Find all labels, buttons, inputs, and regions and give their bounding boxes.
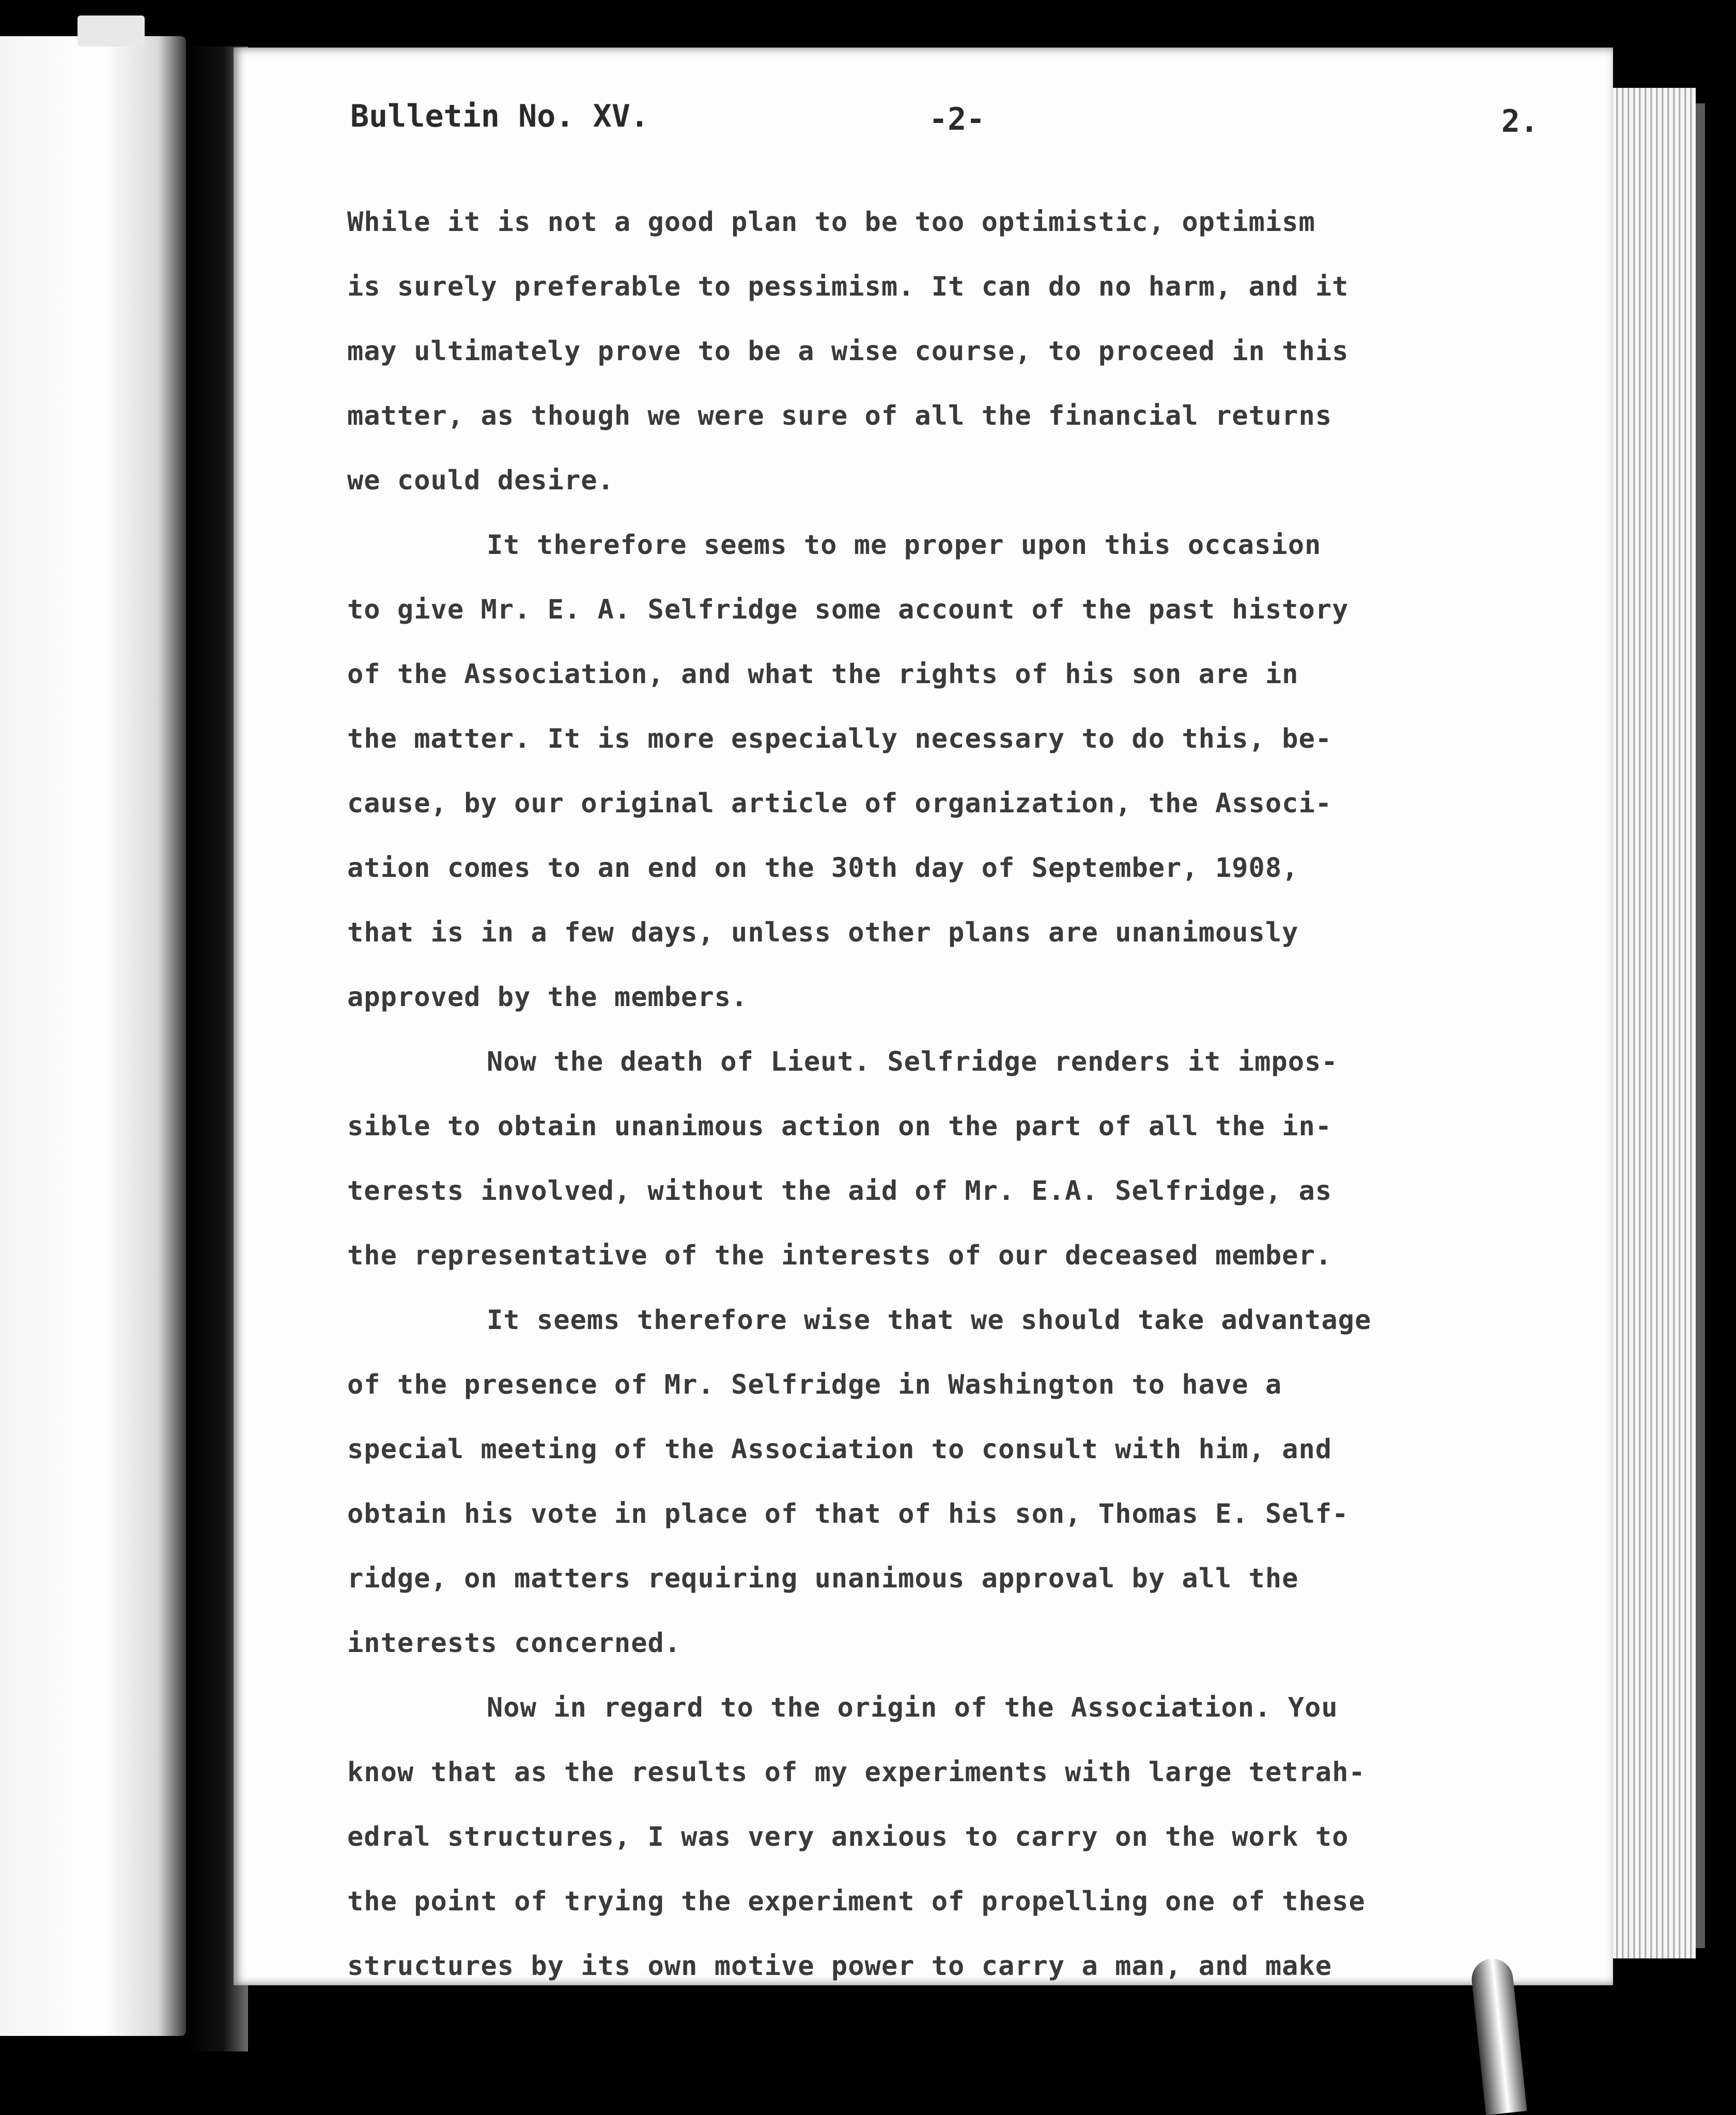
text-line: edral structures, I was very anxious to carry on the work to — [347, 1821, 1349, 1852]
text-line: ation comes to an end on the 30th day of September, 1908, — [347, 853, 1299, 884]
paragraph — [347, 1030, 1525, 1288]
text-line: approved by the members. — [347, 982, 748, 1013]
text-line: It seems therefore wise that we should take advantage — [487, 1305, 1372, 1336]
paragraph — [347, 513, 1525, 1030]
text-line: Now in regard to the origin of the Association. You — [487, 1692, 1338, 1723]
text-line: know that as the results of my experiments with large tetrah- — [347, 1757, 1366, 1788]
page-stack — [1613, 88, 1696, 1958]
text-line: of the Association, and what the rights of his son are in — [347, 659, 1299, 690]
text-line: special meeting of the Association to consult with him, and — [347, 1434, 1332, 1465]
paragraph — [347, 1288, 1525, 1676]
text-line: Now the death of Lieut. Selfridge renders it impos- — [487, 1046, 1338, 1077]
text-line: may ultimately prove to be a wise course, to proceed in this — [347, 336, 1349, 367]
text-line: to give Mr. E. A. Selfridge some account of the past history — [347, 594, 1349, 625]
paragraph — [347, 1676, 1525, 1999]
text-line: matter, as though we were sure of all the financial returns — [347, 400, 1332, 431]
text-line: obtain his vote in place of that of his son, Thomas E. Self- — [347, 1499, 1349, 1530]
left-page — [0, 36, 186, 2036]
text-line: cause, by our original article of organization, the Associ- — [347, 788, 1332, 819]
bulletin-label: Bulletin No. XV. — [350, 98, 649, 134]
text-line: sible to obtain unanimous action on the part of all the in- — [347, 1111, 1332, 1142]
text-line: the matter. It is more especially necessary to do this, be- — [347, 723, 1332, 754]
text-line: structures by its own motive power to carry a man, and make — [347, 1951, 1332, 1982]
text-line: ridge, on matters requiring unanimous approval by all the — [347, 1563, 1299, 1594]
text-line: terests involved, without the aid of Mr. E.A. Selfridge, as — [347, 1176, 1332, 1207]
body-text — [347, 190, 1525, 1999]
center-page-number: -2- — [929, 101, 985, 137]
text-line: the point of trying the experiment of propelling one of these — [347, 1886, 1366, 1917]
page-header — [350, 98, 1539, 150]
text-line: While it is not a good plan to be too optimistic, optimism — [347, 207, 1315, 238]
corner-page-number: 2. — [1501, 103, 1539, 140]
text-line: It therefore seems to me proper upon this occasion — [487, 530, 1322, 561]
text-line: of the presence of Mr. Selfridge in Washington to have a — [347, 1369, 1282, 1400]
text-line: is surely preferable to pessimism. It can do no harm, and it — [347, 271, 1349, 302]
text-line: interests concerned. — [347, 1628, 681, 1659]
text-line: the representative of the interests of our deceased member. — [347, 1240, 1332, 1271]
paragraph — [347, 190, 1525, 513]
text-line: that is in a few days, unless other plans are unanimously — [347, 917, 1299, 948]
left-page-corner — [78, 16, 145, 47]
text-line: we could desire. — [347, 465, 614, 496]
page-stack-edge — [1696, 103, 1705, 1948]
